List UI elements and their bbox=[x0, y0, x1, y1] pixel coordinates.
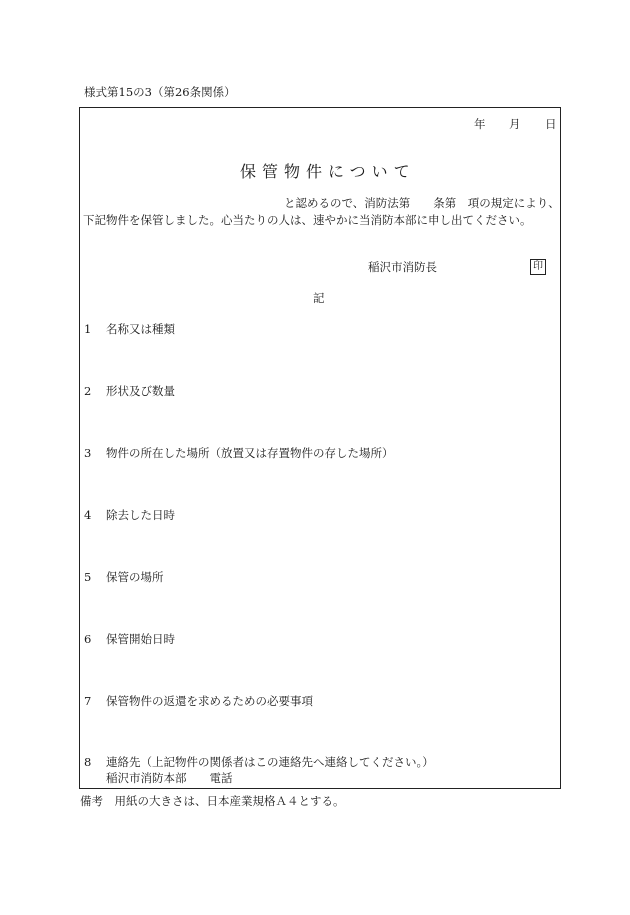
ki-heading: 記 bbox=[313, 291, 325, 305]
item-1-number: 1 bbox=[84, 322, 92, 336]
date-day: 日 bbox=[545, 117, 557, 131]
footnote: 備考 用紙の大きさは、日本産業規格Ａ４とする。 bbox=[80, 794, 345, 808]
item-4-label: 除去した日時 bbox=[106, 508, 175, 522]
item-2-label: 形状及び数量 bbox=[106, 384, 175, 398]
seal-box: 印 bbox=[530, 259, 546, 275]
item-5-label: 保管の場所 bbox=[106, 570, 164, 584]
item-8-contact: 稲沢市消防本部 電話 bbox=[106, 771, 233, 785]
item-8-number: 8 bbox=[84, 755, 92, 769]
item-3-label: 物件の所在した場所（放置又は存置物件の存した場所） bbox=[106, 446, 394, 460]
item-7-label: 保管物件の返還を求めるための必要事項 bbox=[106, 694, 313, 708]
date-month: 月 bbox=[509, 117, 521, 131]
item-5-number: 5 bbox=[84, 570, 92, 584]
item-8-label: 連絡先（上記物件の関係者はこの連絡先へ連絡してください。） bbox=[106, 755, 434, 769]
form-id: 様式第15の3（第26条関係） bbox=[84, 85, 236, 99]
form-title: 保管物件について bbox=[240, 162, 416, 181]
item-6-number: 6 bbox=[84, 632, 92, 646]
date-year: 年 bbox=[474, 117, 486, 131]
signatory: 稲沢市消防長 bbox=[368, 260, 437, 274]
item-3-number: 3 bbox=[84, 446, 92, 460]
item-2-number: 2 bbox=[84, 384, 92, 398]
item-4-number: 4 bbox=[84, 508, 92, 522]
item-1-label: 名称又は種類 bbox=[106, 322, 175, 336]
item-7-number: 7 bbox=[84, 694, 92, 708]
preamble-line-1: と認めるので、消防法第 条第 項の規定により、 bbox=[284, 196, 560, 210]
item-6-label: 保管開始日時 bbox=[106, 632, 175, 646]
preamble-line-2: 下記物件を保管しました。心当たりの人は、速やかに当消防本部に申し出てください。 bbox=[83, 213, 532, 227]
